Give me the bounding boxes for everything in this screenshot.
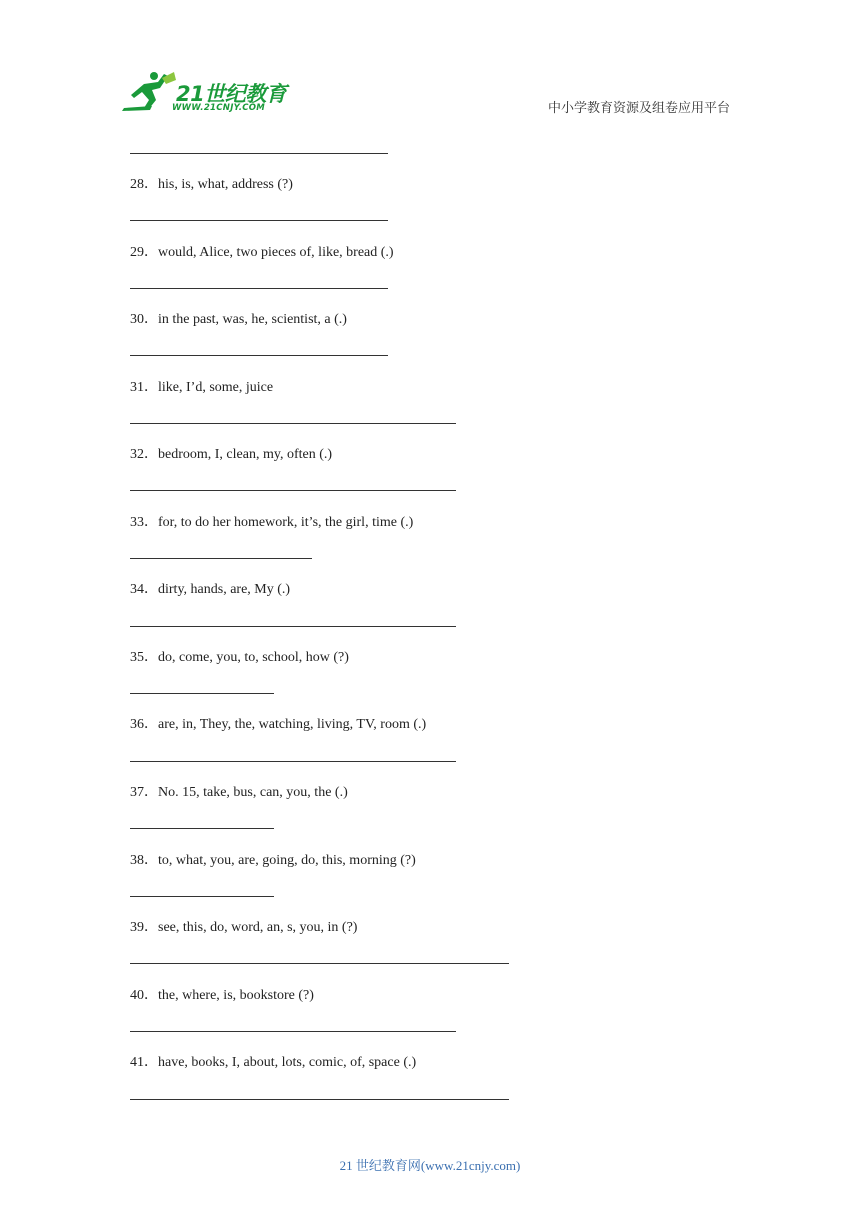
question-37 <box>130 781 348 801</box>
question-28 <box>130 173 293 193</box>
question-number: 39． <box>130 920 158 935</box>
question-number: 37． <box>130 785 158 800</box>
question-text: do, come, you, to, school, how (?) <box>158 650 349 665</box>
question-number: 36． <box>130 717 158 732</box>
question-text: his, is, what, address (?) <box>158 177 293 192</box>
question-text: bedroom, I, clean, my, often (.) <box>158 447 333 462</box>
question-text: to, what, you, are, going, do, this, morning (?) <box>158 853 416 868</box>
question-number: 40． <box>130 988 158 1003</box>
answer-line <box>130 1099 509 1100</box>
question-32 <box>130 443 332 463</box>
question-34 <box>130 578 290 598</box>
question-number: 28． <box>130 177 158 192</box>
question-40 <box>130 984 314 1004</box>
question-number: 41． <box>130 1055 158 1070</box>
question-number: 31． <box>130 380 158 395</box>
question-text: would, Alice, two pieces of, like, bread (.) <box>158 245 394 260</box>
question-number: 38． <box>130 853 158 868</box>
question-text: for, to do her homework, it’s, the girl, time (.) <box>158 515 414 530</box>
question-number: 29． <box>130 245 158 260</box>
question-31 <box>130 376 273 396</box>
logo-sub-text: WWW.21CNJY.COM <box>172 103 266 113</box>
question-text: the, where, is, bookstore (?) <box>158 988 314 1003</box>
answer-line <box>130 626 456 627</box>
answer-line <box>130 963 509 964</box>
question-text: like, I’d, some, juice <box>158 380 274 395</box>
logo-main-text: 21世纪教育 <box>176 82 287 106</box>
answer-line <box>130 490 456 491</box>
answer-line <box>130 288 388 289</box>
answer-line <box>130 558 312 559</box>
question-text: No. 15, take, bus, can, you, the (.) <box>158 785 348 800</box>
header-platform-text: 中小学教育资源及组卷应用平台 <box>547 100 730 115</box>
question-text: in the past, was, he, scientist, a (.) <box>158 312 347 327</box>
question-number: 30． <box>130 312 158 327</box>
question-text: have, books, I, about, lots, comic, of, space (.) <box>158 1055 417 1070</box>
question-number: 32． <box>130 447 158 462</box>
question-number: 35． <box>130 650 158 665</box>
answer-line <box>130 1031 456 1032</box>
answer-line <box>130 693 274 694</box>
question-33 <box>130 511 413 531</box>
question-number: 34． <box>130 582 158 597</box>
answer-line <box>130 896 274 897</box>
question-text: dirty, hands, are, My (.) <box>158 582 291 597</box>
question-41 <box>130 1051 416 1071</box>
question-39 <box>130 916 357 936</box>
question-text: are, in, They, the, watching, living, TV, room (.) <box>158 717 427 732</box>
answer-line <box>130 828 274 829</box>
question-35 <box>130 646 349 666</box>
question-30 <box>130 308 347 328</box>
answer-line <box>130 423 456 424</box>
question-text: see, this, do, word, an, s, you, in (?) <box>158 920 358 935</box>
answer-line <box>130 153 388 154</box>
answer-line <box>130 761 456 762</box>
question-29 <box>130 241 394 261</box>
answer-line <box>130 355 388 356</box>
question-36 <box>130 713 426 733</box>
question-number: 33． <box>130 515 158 530</box>
answer-line <box>130 220 388 221</box>
page-footer: 21 世纪教育网(www.21cnjy.com) <box>339 1158 521 1173</box>
question-38 <box>130 849 416 869</box>
